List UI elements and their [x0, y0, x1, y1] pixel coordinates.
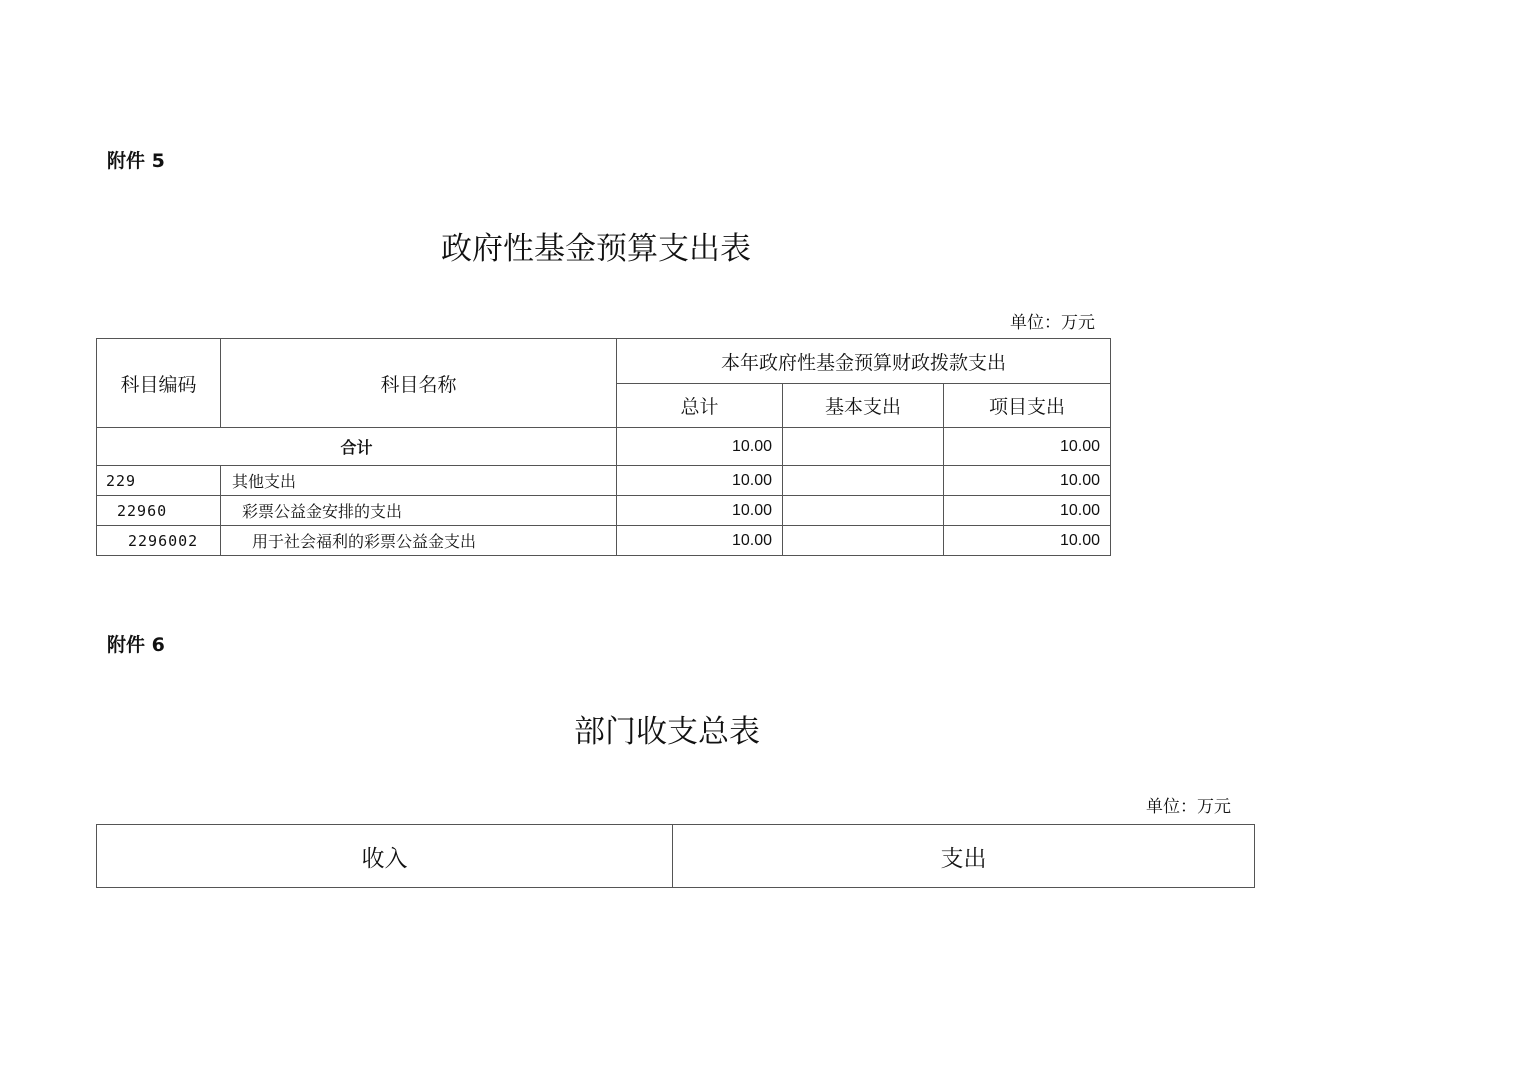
annex5-title: 政府性基金预算支出表	[441, 231, 751, 267]
gov-fund-expenditure-table	[96, 338, 1111, 556]
annex6-title: 部门收支总表	[574, 714, 760, 750]
table-row	[97, 526, 1111, 556]
annex6-label: 附件 6	[107, 634, 165, 656]
row-name: 其他支出	[221, 466, 617, 496]
row-code: 22960	[97, 496, 221, 526]
row-project: 10.00	[944, 466, 1111, 496]
row-basic	[783, 496, 944, 526]
row-name: 用于社会福利的彩票公益金支出	[221, 526, 617, 556]
table-row	[97, 466, 1111, 496]
total-row-total: 10.00	[617, 428, 783, 466]
row-project: 10.00	[944, 496, 1111, 526]
annex5-label: 附件 5	[107, 150, 165, 172]
total-row-label: 合计	[97, 428, 617, 466]
annex6-unit: 单位：万元	[1146, 797, 1231, 817]
header-total: 总计	[617, 384, 783, 428]
total-row-project: 10.00	[944, 428, 1111, 466]
row-name: 彩票公益金安排的支出	[221, 496, 617, 526]
row-total: 10.00	[617, 466, 783, 496]
annex5-unit: 单位：万元	[1010, 313, 1095, 333]
header-project-expenditure: 项目支出	[944, 384, 1111, 428]
header-expenditure-group: 本年政府性基金预算财政拨款支出	[617, 339, 1111, 384]
header-expense: 支出	[673, 825, 1255, 888]
header-income: 收入	[97, 825, 673, 888]
header-basic-expenditure: 基本支出	[783, 384, 944, 428]
dept-income-expenditure-table	[96, 824, 1255, 888]
row-project: 10.00	[944, 526, 1111, 556]
row-total: 10.00	[617, 526, 783, 556]
row-code: 229	[97, 466, 221, 496]
table-row	[97, 496, 1111, 526]
header-subject-name: 科目名称	[221, 339, 617, 428]
row-code: 2296002	[97, 526, 221, 556]
header-subject-code: 科目编码	[97, 339, 221, 428]
row-total: 10.00	[617, 496, 783, 526]
total-row-basic	[783, 428, 944, 466]
row-basic	[783, 526, 944, 556]
row-basic	[783, 466, 944, 496]
total-row	[97, 428, 1111, 466]
